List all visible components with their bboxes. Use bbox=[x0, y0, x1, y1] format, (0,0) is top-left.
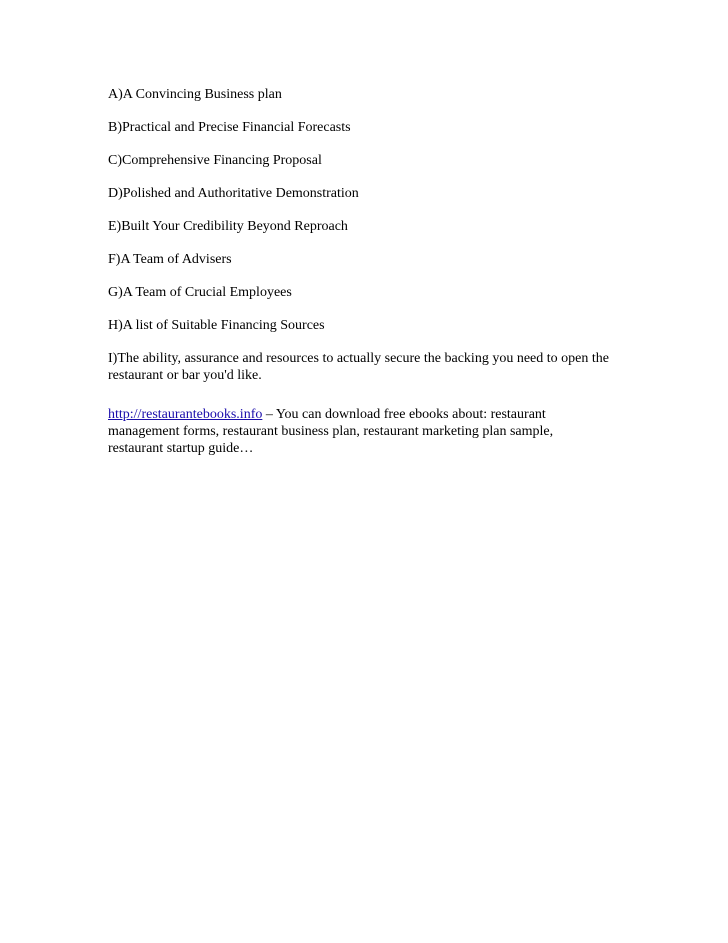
restaurantebooks-link[interactable]: http://restaurantebooks.info bbox=[108, 407, 263, 422]
footer-text-line3: restaurant startup guide… bbox=[108, 441, 254, 456]
list-item-d: D)Polished and Authoritative Demonstration bbox=[108, 186, 359, 201]
list-item-i-line2: restaurant or bar you'd like. bbox=[108, 368, 262, 383]
list-item-f: F)A Team of Advisers bbox=[108, 252, 232, 267]
list-item-h: H)A list of Suitable Financing Sources bbox=[108, 318, 325, 333]
list-item-i-line1: I)The ability, assurance and resources to actually secure the backing you need to open the bbox=[108, 351, 609, 366]
list-item-b: B)Practical and Precise Financial Forecasts bbox=[108, 120, 351, 135]
list-item-i bbox=[108, 350, 628, 384]
footer-text-line1: – You can download free ebooks about: restaurant bbox=[262, 407, 546, 422]
footer-text-line2: management forms, restaurant business plan, restaurant marketing plan sample, bbox=[108, 424, 554, 439]
list-item-a: A)A Convincing Business plan bbox=[108, 87, 282, 102]
footer-paragraph bbox=[108, 406, 628, 457]
document-body bbox=[108, 86, 628, 473]
list-item-g: G)A Team of Crucial Employees bbox=[108, 285, 292, 300]
list-item-c: C)Comprehensive Financing Proposal bbox=[108, 153, 322, 168]
list-item-e: E)Built Your Credibility Beyond Reproach bbox=[108, 219, 348, 234]
